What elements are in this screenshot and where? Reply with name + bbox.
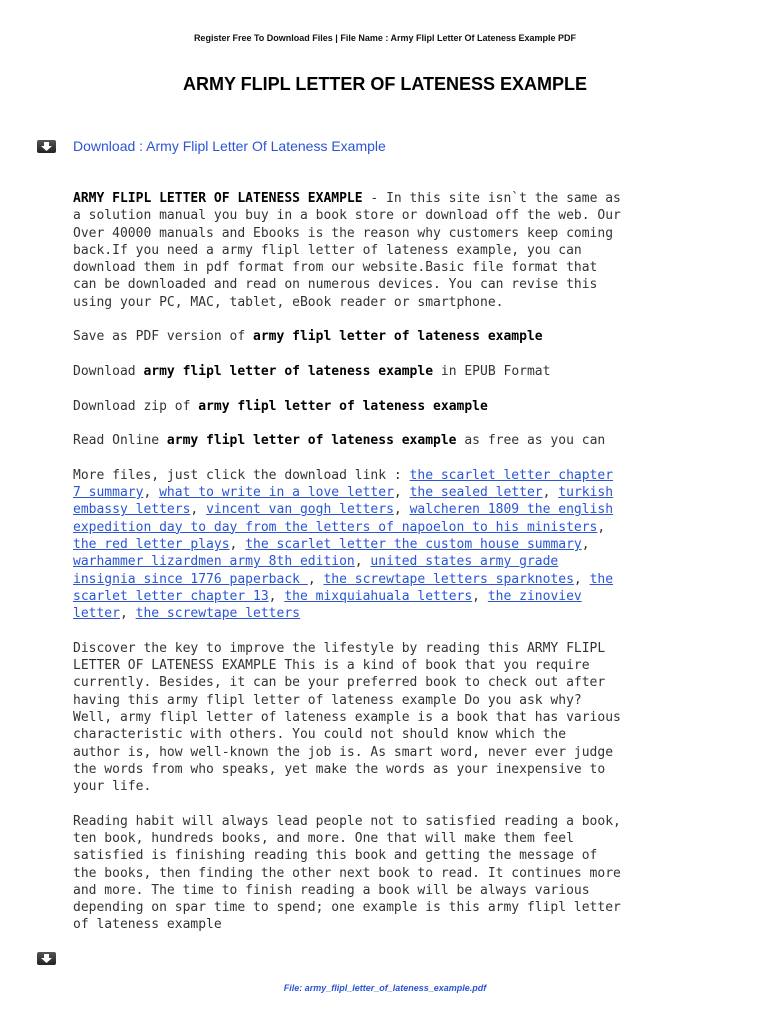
intro-text: - In this site isn`t the same as a solution manual you buy in a book store or download off the web. Our Over 40000 manuals and Ebooks is the reason why customers keep coming back.If you need a army flipl letter of lateness example, you can download them in pdf format from our website.Basic file format that can be downloaded and read on numerous devices. You can revise this using your PC, MAC, tablet, eBook reader or smartphone. (73, 191, 621, 310)
more-files-paragraph: More files, just click the download link : the scarlet letter chapter 7 summary, what to write in a love letter, the sealed letter, turkish embassy letters, vincent van gogh letters, walcheren 1809 the english expedition day to day from the letters of napoelon to his ministers, the red letter plays, the scarlet letter the custom house summary, warhammer lizardmen army 8th edition, united states army grade insignia since 1776 paperback , the screwtape letters sparknotes, the scarlet letter chapter 13, the mixquiahuala letters, the zinoviev letter, the screwtape letters (73, 467, 614, 622)
page-header: Register Free To Download Files | File Name : Army Flipl Letter Of Lateness Example PDF (193, 33, 577, 43)
more-files-pre: More files, just click the download link : (73, 467, 410, 483)
related-link[interactable]: warhammer lizardmen army 8th edition (73, 554, 355, 570)
download-epub-line (73, 363, 733, 380)
save-pdf-line (73, 328, 733, 345)
intro-bold: ARMY FLIPL LETTER OF LATENESS EXAMPLE (73, 191, 363, 206)
related-link[interactable]: the red letter plays (73, 536, 230, 552)
reading-paragraph: Reading habit will always lead people not to satisfied reading a book, ten book, hundreds books, and more. One that will make them feel satisfied is finishing reading this book and getting the message of the books, then finding the other next book to read. It continues more and more. The time to finish reading a book will be always various depending on spar time to spend; one example is this army flipl letter of lateness example (73, 813, 621, 933)
related-link[interactable]: the mixquiahuala letters (284, 588, 473, 604)
read-bold: army flipl letter of lateness example (166, 433, 457, 449)
related-link[interactable]: united states army grade insignia since 1776 paperback (73, 554, 559, 587)
related-link[interactable]: the scarlet letter chapter 13 (73, 571, 614, 604)
save-pdf-bold: army flipl letter of lateness example (253, 329, 543, 345)
related-link[interactable]: vincent van gogh letters (206, 502, 394, 518)
read-post: as free as you can (456, 433, 606, 449)
zip-bold: army flipl letter of lateness example (198, 398, 488, 414)
related-link[interactable]: the scarlet letter the custom house summary (245, 536, 582, 552)
epub-pre: Download (73, 363, 144, 379)
download-zip-line (73, 398, 733, 415)
epub-post: in EPUB Format (433, 363, 551, 379)
download-icon[interactable] (37, 952, 56, 965)
download-link[interactable]: Download : Army Flipl Letter Of Lateness Example (73, 138, 386, 154)
related-link[interactable]: walcheren 1809 the english expedition day to day from the letters of napoelon to his ministers (73, 502, 614, 535)
related-link[interactable]: the scarlet letter chapter 7 summary (73, 467, 614, 501)
intro-paragraph (73, 190, 733, 311)
discover-paragraph: Discover the key to improve the lifestyle by reading this ARMY FLIPL LETTER OF LATENESS EXAMPLE This is a kind of book that you require currently. Besides, it can be your preferred book to check out after having this army flipl letter of lateness example Do you ask why? Well, army flipl letter of lateness example is a book that has various characteristic with others. You could not should know which the author is, how well-known the job is. As smart word, never ever judge the words from who speaks, yet make the words as your inexpensive to your life. (73, 640, 621, 795)
related-link[interactable]: the zinoviev letter (73, 588, 582, 622)
download-icon[interactable] (37, 140, 56, 153)
related-link[interactable]: the sealed letter (409, 485, 543, 501)
page-title: ARMY FLIPL LETTER OF LATENESS EXAMPLE (182, 74, 588, 94)
related-link[interactable]: the screwtape letters (135, 606, 300, 622)
zip-pre: Download zip of (73, 398, 199, 414)
read-pre: Read Online (73, 433, 167, 449)
epub-bold: army flipl letter of lateness example (143, 363, 434, 379)
read-online-line (73, 432, 733, 449)
document-body (73, 190, 733, 951)
save-pdf-pre: Save as PDF version of (73, 329, 254, 345)
related-link[interactable]: turkish embassy letters (73, 485, 614, 518)
page-footer: File: army_flipl_letter_of_lateness_example.pdf (283, 983, 487, 993)
related-link[interactable]: what to write in a love letter (159, 485, 394, 501)
related-link[interactable]: the screwtape letters sparknotes (323, 571, 574, 587)
